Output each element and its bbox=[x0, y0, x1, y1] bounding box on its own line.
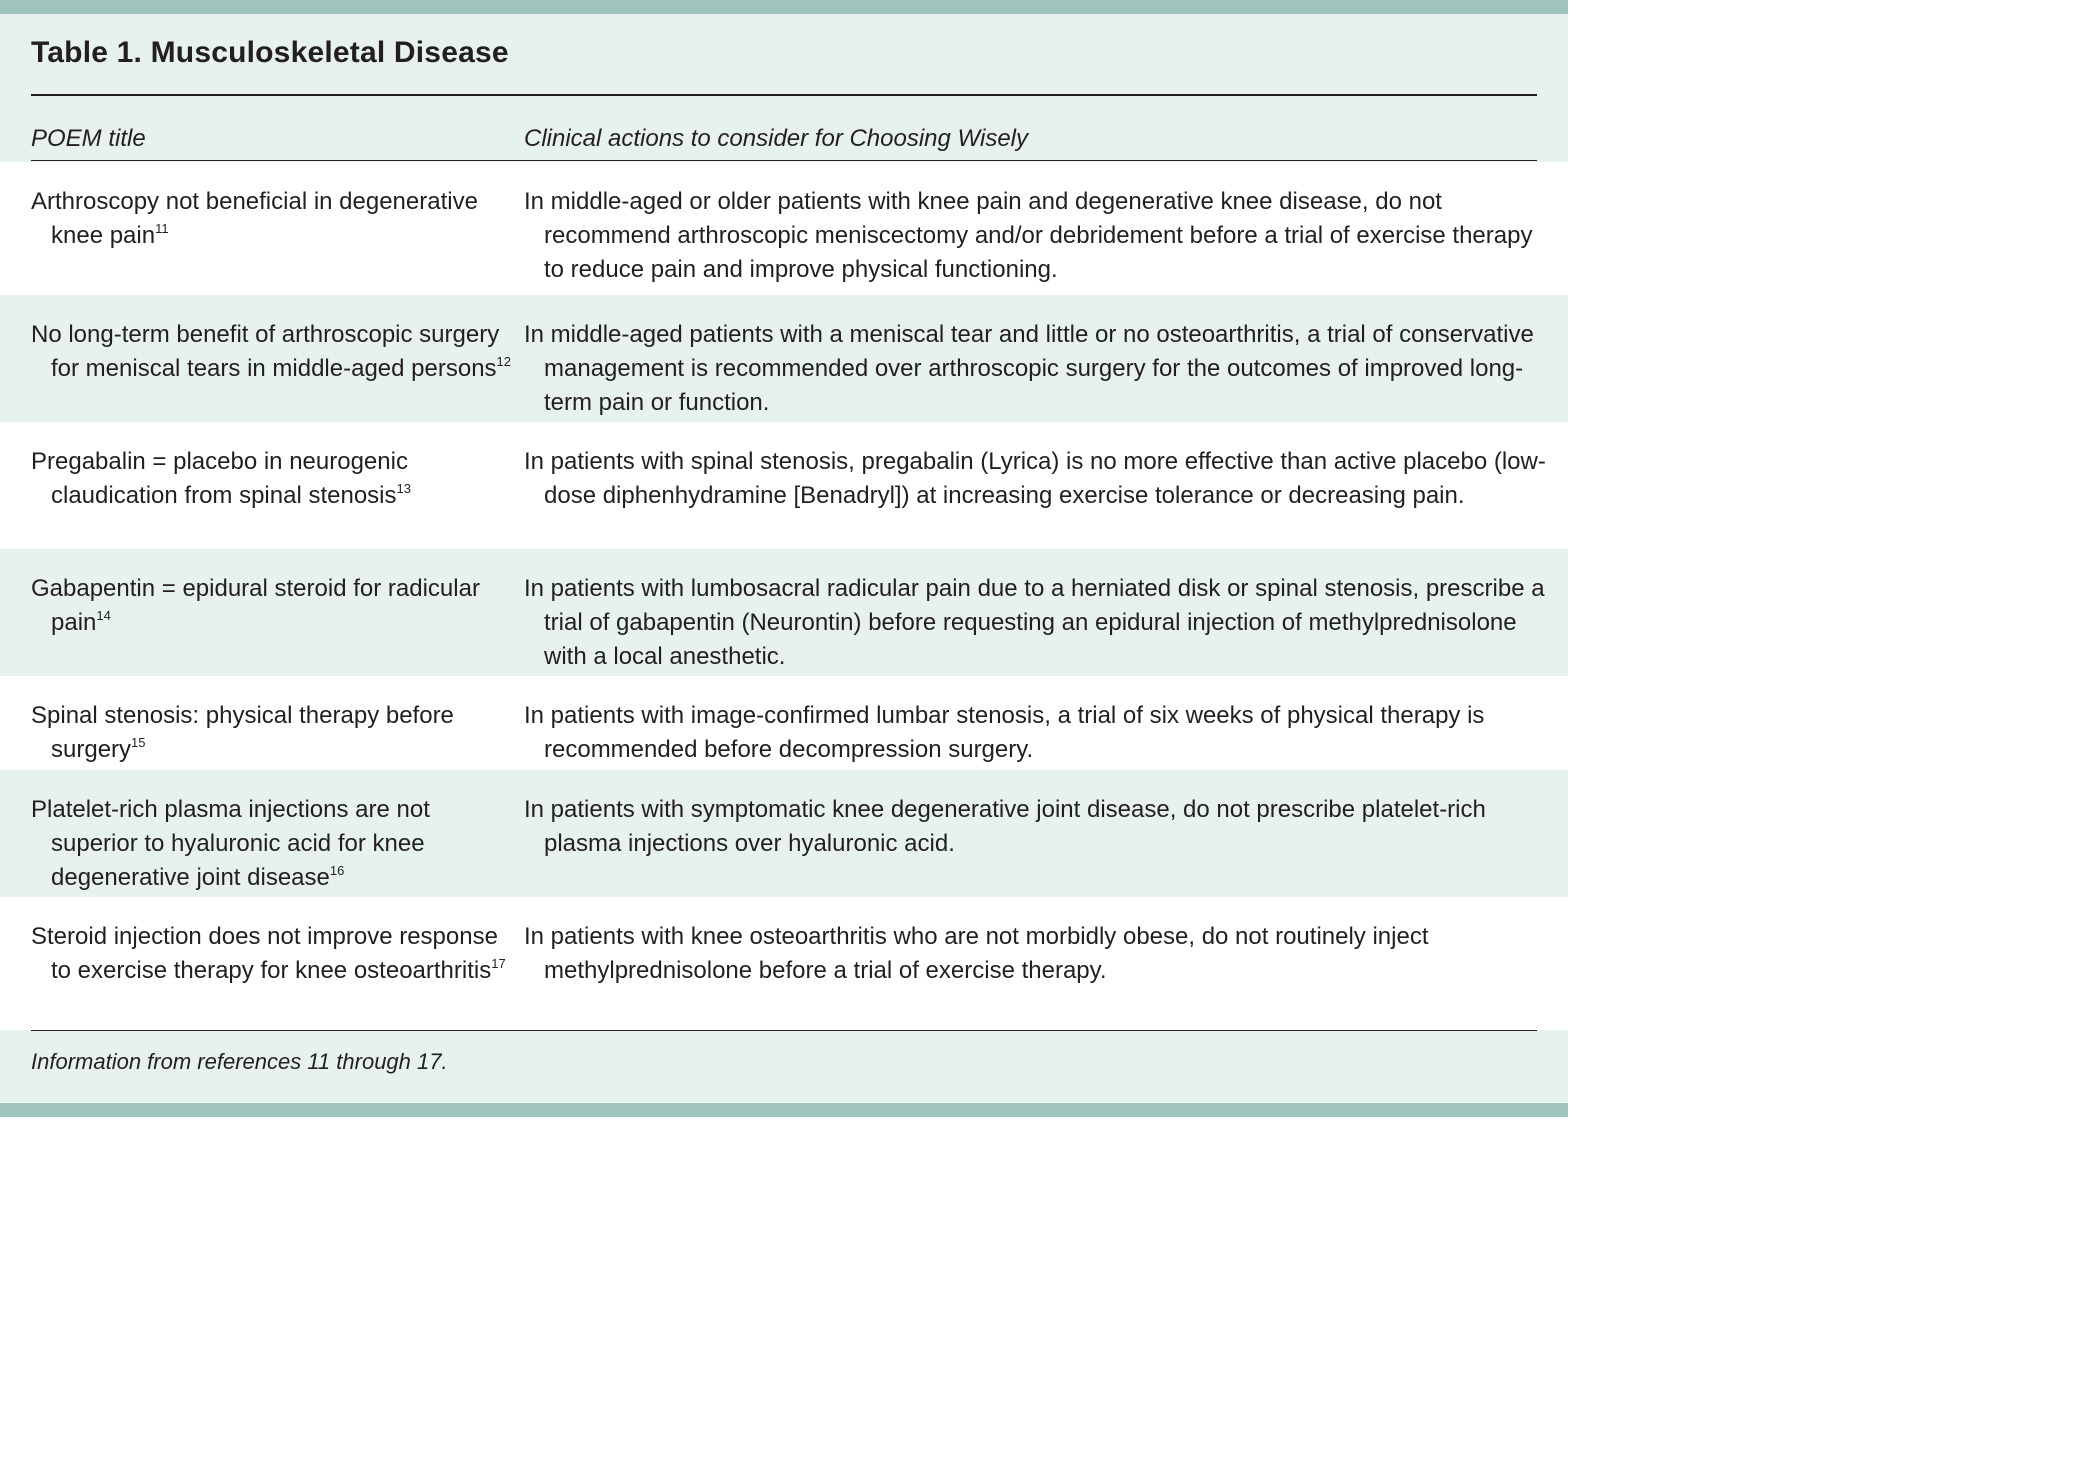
reference-number: 17 bbox=[491, 956, 506, 971]
poem-title-cell: Platelet-rich plasma injections are not superior to hyaluronic acid for knee degenerative joint disease$^{16}$ bbox=[31, 796, 430, 891]
reference-number: 14 bbox=[96, 608, 111, 623]
poem-title-cell: No long-term benefit of arthroscopic surgery for meniscal tears in middle-aged persons$^{12}$ bbox=[31, 321, 512, 382]
header-rule bbox=[31, 160, 1537, 161]
table-row bbox=[0, 676, 1568, 770]
reference-number: 12 bbox=[496, 354, 512, 369]
reference-number: 16 bbox=[329, 863, 345, 878]
table-footnote: Information from references 11 through 17. bbox=[31, 1049, 448, 1074]
clinical-action-cell: In middle-aged patients with a meniscal tear and little or no osteoarthritis, a trial of conservative management is recommended over arthroscopic surgery for the outcomes of improved long-term pain or function. bbox=[524, 321, 1534, 416]
clinical-action-cell: In patients with lumbosacral radicular pain due to a herniated disk or spinal stenosis, prescribe a trial of gabapentin (Neurontin) before requesting an epidural injection of methylprednisolone with a local anesthetic. bbox=[524, 575, 1545, 670]
table-row bbox=[0, 162, 1568, 295]
poem-title-cell: Pregabalin = placebo in neurogenic claudication from spinal stenosis$^{13}$ bbox=[31, 448, 411, 509]
top-accent-band bbox=[0, 0, 1568, 14]
poem-title-cell: Arthroscopy not beneficial in degenerative knee pain$^{11}$ bbox=[31, 188, 478, 249]
column-header-clinical-actions: Clinical actions to consider for Choosing Wisely bbox=[524, 125, 1028, 152]
title-rule bbox=[31, 94, 1537, 96]
table-row bbox=[0, 897, 1568, 1030]
poem-title-cell: Spinal stenosis: physical therapy before surgery$^{15}$ bbox=[31, 702, 454, 763]
table-title: Table 1. Musculoskeletal Disease bbox=[31, 36, 509, 69]
clinical-action-cell: In patients with knee osteoarthritis who are not morbidly obese, do not routinely inject methylprednisolone before a trial of exercise therapy. bbox=[524, 923, 1429, 984]
table-row bbox=[0, 549, 1568, 676]
table-row bbox=[0, 422, 1568, 549]
clinical-action-cell: In patients with image-confirmed lumbar stenosis, a trial of six weeks of physical therapy is recommended before decompression surgery. bbox=[524, 702, 1485, 763]
bottom-accent-band bbox=[0, 1103, 1568, 1117]
poem-title-cell: Gabapentin = epidural steroid for radicular pain$^{14}$ bbox=[31, 575, 480, 636]
poem-title-cell: Steroid injection does not improve response to exercise therapy for knee osteoarthritis$^{17}$ bbox=[31, 923, 506, 984]
reference-number: 13 bbox=[396, 481, 411, 496]
clinical-action-cell: In middle-aged or older patients with knee pain and degenerative knee disease, do not recommend arthroscopic meniscectomy and/or debridement before a trial of exercise therapy to reduce pain and improve physical functioning. bbox=[524, 188, 1533, 283]
clinical-action-cell: In patients with spinal stenosis, pregabalin (Lyrica) is no more effective than active placebo (low-dose diphenhydramine [Benadryl]) at increasing exercise tolerance or decreasing pain. bbox=[524, 448, 1546, 509]
column-header-poem-title: POEM title bbox=[31, 125, 146, 152]
table-row bbox=[0, 295, 1568, 422]
reference-number: 11 bbox=[155, 221, 169, 236]
bottom-rule bbox=[31, 1030, 1537, 1031]
clinical-action-cell: In patients with symptomatic knee degenerative joint disease, do not prescribe platelet-rich plasma injections over hyaluronic acid. bbox=[524, 796, 1486, 857]
reference-number: 15 bbox=[131, 735, 146, 750]
table-row bbox=[0, 770, 1568, 897]
